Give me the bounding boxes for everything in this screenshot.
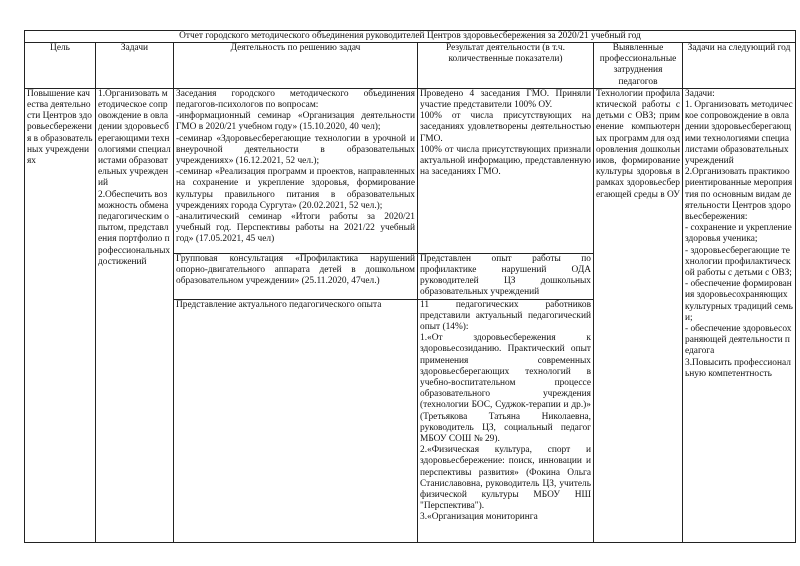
header-goal: Цель — [25, 43, 96, 89]
result-line: 11 педагогических работников представили актуальный педагогический опыт (14%): — [420, 299, 591, 333]
header-tasks: Задачи — [96, 43, 174, 89]
header-activity: Деятельность по решению задач — [174, 43, 418, 89]
activity-line: -информационный семинар «Организация деятельности ГМО в 2020/21 учебном году» (15.10.2020, 40 чел); — [176, 111, 415, 133]
goal-cell: Повышение качества деятельности Центров здоровьесбережения в образовательных учреждениях — [25, 88, 96, 542]
activity-cell — [174, 253, 418, 299]
next-tasks-cell — [683, 88, 796, 542]
result-cell — [418, 253, 594, 299]
activity-line: -семинар «Реализация программ и проектов, направленных на сохранение и укрепление здоровья, формирование культуры правильного питания в образовательных учреждениях города Сургута» (20.02.2021, 52 чел.); — [176, 167, 415, 211]
activity-cell — [174, 299, 418, 542]
result-line: Проведено 4 заседания ГМО. Приняли участие представители 100% ОУ. — [420, 88, 591, 111]
activity-line: -аналитический семинар «Итоги работы за 2020/21 учебный год. Перспективы работы на 2021/22 учебный год» (17.05.2021, 45 чел) — [176, 212, 415, 245]
header-difficulties: Выявленные профессиональные затруднения педагогов — [594, 43, 683, 89]
result-line: 1.«От здоровьесбережения к здоровьесозиданию. Практический опыт применения современных здоровьесберегающих технологий в учебно-воспитательном процессе образовательного учреждения (технологии БОС, Суджок-терапии и др.)» (Третьякова Татьяна Николаевна, руководитель ЦЗ, социальный педагог МБОУ СОШ № 29). — [420, 333, 591, 445]
next-task-line: - обеспечение формирования здоровьесохраняющих культурных традиций семьи; — [685, 279, 793, 323]
next-task-line: 1. Организовать методическое сопровождение в овладении здоровьесберегающими технологиями специалистами образовательных учреждений — [685, 100, 793, 167]
tasks-cell — [96, 88, 174, 542]
activity-line: Представление актуального педагогического опыта — [176, 299, 382, 310]
report-table — [24, 30, 796, 543]
activity-line: Групповая консультация «Профилактика нарушений опорно-двигательного аппарата детей в дошкольном образовательном учреждении» (25.11.2020, 47чел.) — [176, 253, 415, 287]
task-item: 1.Организовать методическое сопровождение в овладении здоровьесберегающими технологиями специалистами образовательных учреждений — [98, 88, 171, 189]
result-line: 3.«Организация мониторинга — [420, 512, 538, 523]
next-task-line: Задачи: — [685, 88, 715, 99]
activity-line: -семинар «Здоровьесберегающие технологии в урочной и внеурочной деятельности в образовательных учреждениях» (16.12.2021, 52 чел.); — [176, 133, 415, 167]
activity-cell — [174, 88, 418, 253]
result-cell — [418, 299, 594, 542]
next-task-line: 3.Повысить профессиональную компетентность — [685, 357, 791, 379]
report-title: Отчет городского методического объединения руководителей Центров здоровьесбережения за 2020/21 учебный год — [25, 31, 796, 43]
result-line: 100% от числа присутствующих на заседаниях удовлетворены деятельностью ГМО. — [420, 111, 591, 144]
next-task-line: - сохранение и укрепление здоровья ученика; — [685, 223, 792, 245]
result-cell — [418, 88, 594, 253]
header-next-tasks: Задачи на следующий год — [683, 43, 796, 89]
difficulties-cell — [594, 88, 683, 542]
next-task-line: - обеспечение здоровьесохраняющей деятельности педагога — [685, 324, 792, 357]
task-item: 2.Обеспечить возможность обмена педагогическим опытом, представления портфолио профессиональных достижений — [98, 189, 171, 267]
header-result: Результат деятельности (в т.ч. количественные показатели) — [418, 43, 594, 89]
difficulties-text: Технологии профилактической работы с детьми с ОВЗ; применение компьютерных программ для оздоровления дошкольников, формирование культуры здоровья в рамках здоровьесберегающей среды в ОУ — [596, 88, 680, 200]
next-task-line: - здоровьесберегающие технологии профилактической работы с детьми с ОВЗ; — [685, 245, 792, 279]
result-line: 100% от числа присутствующих признали актуальной информацию, представленную на заседаниях ГМО. — [420, 144, 591, 178]
activity-line: Заседания городского методического объединения педагогов-психологов по вопросам: — [176, 88, 415, 111]
result-line: Представлен опыт работы по профилактике нарушений ОДА руководителей ЦЗ дошкольных образовательных учреждений — [420, 253, 591, 298]
result-line: 2.«Физическая культура, спорт и здоровьесбережение: поиск, инновации и перспективы развития» (Фокина Ольга Станиславовна, руководитель ЦЗ, учитель физической культуры МБОУ НШ "Перспектива"). — [420, 445, 591, 512]
next-task-line: 2.Организовать практикоориентированные мероприятия по основным видам деятельности Центров здоровьесбережения: — [685, 167, 793, 223]
